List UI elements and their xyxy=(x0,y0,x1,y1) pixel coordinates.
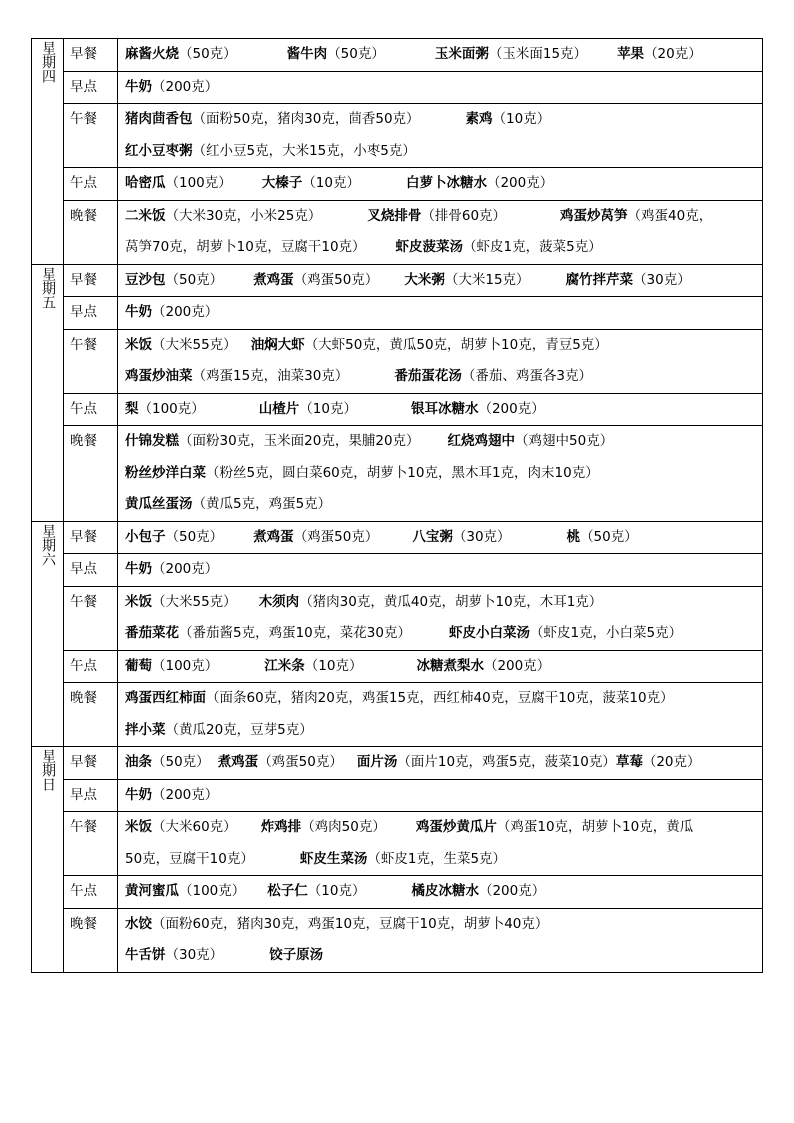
meal-line xyxy=(125,747,762,779)
dish-ingredients: （50克） xyxy=(165,528,224,545)
dish-ingredients: （200克） xyxy=(486,175,554,191)
dish-name: 米饭 xyxy=(125,593,152,610)
dish-name: 炸鸡排 xyxy=(260,819,302,835)
dish-name: 八宝粥 xyxy=(412,528,453,545)
dish-name: 冰糖煮梨水 xyxy=(416,657,484,674)
meal-content xyxy=(118,329,763,393)
dish-item xyxy=(125,46,287,62)
meal-row xyxy=(32,329,763,393)
meal-label: 晚餐 xyxy=(64,908,118,972)
dish-item xyxy=(396,239,602,255)
dish-name: 酱牛肉 xyxy=(286,46,328,62)
dish-item xyxy=(411,401,545,417)
dish-ingredients: （10克） xyxy=(302,175,360,191)
dish-name: 梨 xyxy=(125,400,139,417)
dish-ingredients: （10克） xyxy=(304,657,363,674)
dish-name: 煮鸡蛋 xyxy=(253,271,294,288)
dish-item xyxy=(125,401,259,417)
dish-item xyxy=(218,754,357,770)
dish-name: 番茄蛋花汤 xyxy=(394,368,462,384)
dish-item xyxy=(125,947,269,963)
dish-ingredients: （30克） xyxy=(165,947,224,963)
meal-label: 早餐 xyxy=(64,521,118,554)
meal-label: 晚餐 xyxy=(64,200,118,264)
dish-ingredients: （50克） xyxy=(179,46,237,62)
dish-item xyxy=(367,208,560,224)
dish-name: 哈密瓜 xyxy=(125,175,166,191)
meal-line xyxy=(125,168,762,200)
meal-row xyxy=(32,104,763,168)
dish-ingredients: （200克） xyxy=(152,304,219,320)
dish-ingredients: （鸡蛋50克） xyxy=(293,528,379,545)
meal-row xyxy=(32,908,763,972)
meal-label: 午点 xyxy=(64,393,118,426)
dish-item xyxy=(287,46,435,62)
dish-name: 大米粥 xyxy=(404,271,445,288)
dish-name: 鸡蛋炒莴笋 xyxy=(560,207,628,224)
meal-content xyxy=(118,908,763,972)
dish-name: 黄河蜜瓜 xyxy=(125,883,179,899)
meal-line xyxy=(125,940,762,972)
meal-line xyxy=(125,554,762,586)
meal-line xyxy=(125,201,762,233)
dish-ingredients: （100克） xyxy=(165,175,232,191)
dish-ingredients: 50克，豆腐干10克） xyxy=(125,850,254,867)
dish-item xyxy=(616,754,701,770)
dish-ingredients: （大米55克） xyxy=(152,593,237,610)
dish-item xyxy=(125,239,396,255)
dish-item xyxy=(466,111,551,127)
meal-line xyxy=(125,136,762,168)
day-label-text: 星期四 xyxy=(40,41,56,83)
meal-line xyxy=(125,394,762,426)
dish-item xyxy=(253,272,404,288)
dish-name: 叉烧排骨 xyxy=(367,207,422,224)
dish-item xyxy=(566,272,691,288)
dish-ingredients: （鸡蛋50克） xyxy=(258,754,343,770)
meal-line xyxy=(125,297,762,329)
dish-ingredients: （10克） xyxy=(307,883,366,899)
dish-item xyxy=(125,175,262,191)
weekly-menu-table xyxy=(31,38,763,973)
dish-item xyxy=(435,46,617,62)
dish-name: 松子仁 xyxy=(267,883,308,899)
dish-name: 素鸡 xyxy=(465,111,493,127)
dish-item xyxy=(125,883,267,899)
meal-row xyxy=(32,521,763,554)
meal-row xyxy=(32,71,763,104)
meal-row xyxy=(32,876,763,909)
meal-row xyxy=(32,39,763,72)
day-label-text: 星期五 xyxy=(40,266,56,309)
dish-name: 白萝卜冰糖水 xyxy=(405,175,487,191)
dish-name: 牛奶 xyxy=(125,78,152,95)
dish-item xyxy=(406,175,553,191)
dish-ingredients: （鸡蛋50克） xyxy=(293,271,379,288)
dish-name: 虾皮生菜汤 xyxy=(299,850,368,867)
meal-label: 早点 xyxy=(64,779,118,812)
dish-ingredients: （100克） xyxy=(138,400,205,417)
meal-content xyxy=(118,650,763,683)
meal-line xyxy=(125,909,762,941)
dish-name: 鸡蛋西红柿面 xyxy=(125,690,206,706)
dish-item xyxy=(412,529,566,545)
dish-name: 玉米面粥 xyxy=(434,46,489,62)
dish-ingredients: （黄瓜20克，豆芽5克） xyxy=(165,721,313,738)
meal-row xyxy=(32,554,763,587)
dish-ingredients: （200克） xyxy=(478,883,546,899)
dish-name: 红小豆枣粥 xyxy=(125,142,193,159)
meal-content xyxy=(118,39,763,72)
meal-line xyxy=(125,812,762,844)
dish-ingredients: （大米15克） xyxy=(444,271,530,288)
meal-line xyxy=(125,683,762,715)
meal-line xyxy=(125,265,762,297)
day-label-text: 星期日 xyxy=(40,749,56,791)
dish-item xyxy=(125,465,599,481)
meal-content xyxy=(118,200,763,264)
meal-line xyxy=(125,489,762,521)
meal-label: 午餐 xyxy=(64,586,118,650)
dish-name: 小包子 xyxy=(125,528,166,545)
meal-line xyxy=(125,844,762,876)
meal-line xyxy=(125,618,762,650)
meal-content xyxy=(118,683,763,747)
meal-content xyxy=(118,876,763,909)
dish-ingredients: （面粉50克，猪肉30克，茴香50克） xyxy=(192,111,420,127)
dish-ingredients: （鸡蛋40克， xyxy=(627,207,713,224)
dish-name: 麻酱火烧 xyxy=(125,46,179,62)
dish-name: 大榛子 xyxy=(261,175,303,191)
dish-item xyxy=(125,916,548,932)
meal-content xyxy=(118,779,763,812)
dish-item xyxy=(448,433,614,449)
dish-ingredients: （鸡蛋15克，油菜30克） xyxy=(192,368,349,384)
meal-row xyxy=(32,779,763,812)
dish-item xyxy=(125,819,261,835)
dish-item xyxy=(125,658,264,674)
dish-name: 虾皮小白菜汤 xyxy=(448,625,530,641)
dish-item xyxy=(125,368,394,384)
dish-item xyxy=(125,529,253,545)
day-label-text: 星期六 xyxy=(40,523,56,566)
dish-name: 牛舌饼 xyxy=(125,947,166,963)
dish-name: 虾皮菠菜汤 xyxy=(395,239,464,255)
dish-ingredients: （100克） xyxy=(179,883,246,899)
dish-ingredients: （大米60克） xyxy=(152,819,237,835)
meal-content xyxy=(118,71,763,104)
meal-content xyxy=(118,586,763,650)
dish-ingredients: （鸡翅中50克） xyxy=(515,433,614,449)
meal-content xyxy=(118,812,763,876)
dish-name: 煮鸡蛋 xyxy=(217,754,259,770)
dish-name: 苹果 xyxy=(617,46,645,62)
meal-row xyxy=(32,650,763,683)
dish-ingredients: （200克） xyxy=(483,657,551,674)
dish-item xyxy=(259,401,411,417)
meal-label: 早餐 xyxy=(64,264,118,297)
meal-row xyxy=(32,168,763,201)
dish-ingredients: （50克） xyxy=(152,754,210,770)
dish-name: 猪肉茴香包 xyxy=(125,111,193,127)
dish-name: 牛奶 xyxy=(125,786,152,803)
dish-item xyxy=(125,561,218,577)
meal-row xyxy=(32,683,763,747)
dish-item xyxy=(125,594,259,610)
meal-row xyxy=(32,586,763,650)
dish-ingredients: （番茄、鸡蛋各3克） xyxy=(461,368,592,384)
dish-item xyxy=(125,143,416,159)
meal-label: 晚餐 xyxy=(64,426,118,522)
meal-row xyxy=(32,812,763,876)
day-label xyxy=(32,264,64,521)
dish-ingredients: （大米55克） xyxy=(152,336,237,353)
dish-ingredients: （10克） xyxy=(492,111,551,127)
dish-item xyxy=(125,79,218,95)
meal-row xyxy=(32,264,763,297)
meal-label: 午餐 xyxy=(64,104,118,168)
dish-item xyxy=(125,208,367,224)
meal-content xyxy=(118,747,763,780)
dish-ingredients: （面条60克，猪肉20克，鸡蛋15克，西红柿40克，豆腐干10克，菠菜10克） xyxy=(206,690,674,706)
dish-item xyxy=(125,722,313,738)
day-label xyxy=(32,521,64,747)
meal-line xyxy=(125,39,762,71)
dish-item xyxy=(125,754,218,770)
meal-row xyxy=(32,297,763,330)
dish-item xyxy=(300,851,506,867)
dish-name: 拌小菜 xyxy=(125,721,166,738)
dish-name: 油条 xyxy=(125,754,152,770)
dish-item xyxy=(253,529,412,545)
dish-name: 牛奶 xyxy=(125,561,152,577)
dish-ingredients: （大米30克，小米25克） xyxy=(165,207,322,224)
dish-name: 牛奶 xyxy=(125,304,152,320)
dish-item xyxy=(449,625,682,641)
meal-row xyxy=(32,393,763,426)
dish-item xyxy=(125,851,300,867)
meal-label: 早点 xyxy=(64,554,118,587)
meal-row xyxy=(32,747,763,780)
dish-item xyxy=(261,819,416,835)
dish-name: 江米条 xyxy=(264,657,305,674)
dish-ingredients: （200克） xyxy=(152,561,219,577)
dish-ingredients: （50克） xyxy=(165,271,224,288)
dish-item xyxy=(262,175,406,191)
meal-line xyxy=(125,72,762,104)
dish-name: 鸡蛋炒油菜 xyxy=(125,368,193,384)
dish-item xyxy=(560,208,712,224)
meal-label: 早点 xyxy=(64,297,118,330)
dish-item xyxy=(416,658,550,674)
dish-item xyxy=(617,46,702,62)
dish-item xyxy=(125,433,448,449)
dish-item xyxy=(125,625,449,641)
dish-item xyxy=(394,368,592,384)
dish-ingredients: （50克） xyxy=(580,528,638,545)
dish-ingredients: （100克） xyxy=(152,657,219,674)
dish-item xyxy=(251,337,608,353)
dish-name: 二米饭 xyxy=(125,207,166,224)
dish-ingredients: （虾皮1克，菠菜5克） xyxy=(463,239,602,255)
meal-label: 早点 xyxy=(64,71,118,104)
dish-ingredients: （30克） xyxy=(452,528,511,545)
meal-line xyxy=(125,587,762,619)
meal-content xyxy=(118,426,763,522)
menu-body xyxy=(32,39,763,973)
dish-ingredients: （粉丝5克，圆白菜60克，胡萝卜10克，黑木耳1克，肉末10克） xyxy=(206,464,599,481)
dish-ingredients: （鸡蛋10克，胡萝卜10克，黄瓜 xyxy=(496,819,694,835)
day-label xyxy=(32,747,64,973)
dish-name: 番茄菜花 xyxy=(125,625,179,641)
dish-item xyxy=(264,658,416,674)
dish-ingredients: （黄瓜5克，鸡蛋5克） xyxy=(192,496,332,512)
dish-ingredients: （200克） xyxy=(152,786,219,803)
meal-line xyxy=(125,651,762,683)
dish-item xyxy=(269,947,323,963)
dish-name: 面片汤 xyxy=(356,754,398,770)
dish-item xyxy=(125,272,253,288)
meal-label: 午点 xyxy=(64,876,118,909)
day-label xyxy=(32,39,64,265)
dish-ingredients: （200克） xyxy=(478,400,545,417)
meal-content xyxy=(118,521,763,554)
dish-name: 银耳冰糖水 xyxy=(410,400,479,417)
meal-line xyxy=(125,780,762,812)
meal-content xyxy=(118,168,763,201)
dish-ingredients: 莴笋70克，胡萝卜10克，豆腐干10克） xyxy=(125,239,366,255)
dish-name: 饺子原汤 xyxy=(269,947,324,963)
dish-name: 桃 xyxy=(566,528,581,545)
meal-line xyxy=(125,458,762,490)
dish-name: 草莓 xyxy=(615,754,643,770)
dish-item xyxy=(411,883,545,899)
dish-name: 木须肉 xyxy=(258,593,300,610)
dish-item xyxy=(125,787,218,803)
dish-ingredients: （鸡肉50克） xyxy=(301,819,386,835)
dish-ingredients: （排骨60克） xyxy=(421,207,507,224)
dish-ingredients: （200克） xyxy=(152,78,219,95)
dish-name: 米饭 xyxy=(125,336,152,353)
meal-line xyxy=(125,426,762,458)
dish-name: 豆沙包 xyxy=(125,271,166,288)
meal-line xyxy=(125,522,762,554)
meal-label: 早餐 xyxy=(64,747,118,780)
dish-ingredients: （虾皮1克，生菜5克） xyxy=(367,850,507,867)
dish-ingredients: （红小豆5克，大米15克，小枣5克） xyxy=(192,142,416,159)
meal-label: 晚餐 xyxy=(64,683,118,747)
meal-label: 早餐 xyxy=(64,39,118,72)
dish-ingredients: （面片10克，鸡蛋5克，菠菜10克） xyxy=(397,754,616,770)
meal-label: 午餐 xyxy=(64,812,118,876)
meal-content xyxy=(118,393,763,426)
meal-line xyxy=(125,104,762,136)
meal-content xyxy=(118,104,763,168)
dish-name: 粉丝炒洋白菜 xyxy=(125,464,206,481)
dish-ingredients: （玉米面15克） xyxy=(488,46,588,62)
dish-name: 米饭 xyxy=(125,819,152,835)
meal-line xyxy=(125,361,762,393)
dish-ingredients: （20克） xyxy=(642,754,701,770)
dish-name: 煮鸡蛋 xyxy=(253,528,294,545)
dish-name: 黄瓜丝蛋汤 xyxy=(125,496,193,512)
dish-name: 水饺 xyxy=(125,915,152,932)
dish-item xyxy=(357,754,616,770)
dish-ingredients: （20克） xyxy=(644,46,702,62)
dish-ingredients: （50克） xyxy=(327,46,385,62)
dish-item xyxy=(259,594,603,610)
meal-content xyxy=(118,554,763,587)
dish-ingredients: （面粉30克，玉米面20克，果脯20克） xyxy=(179,433,420,449)
dish-item xyxy=(567,529,638,545)
meal-line xyxy=(125,715,762,747)
meal-row xyxy=(32,200,763,264)
dish-item xyxy=(267,883,411,899)
dish-name: 腐竹拌芹菜 xyxy=(565,271,634,288)
meal-content xyxy=(118,297,763,330)
meal-content xyxy=(118,264,763,297)
dish-ingredients: （猪肉30克，黄瓜40克，胡萝卜10克，木耳1克） xyxy=(299,593,603,610)
dish-ingredients: （面粉60克，猪肉30克，鸡蛋10克，豆腐干10克，胡萝卜40克） xyxy=(152,915,549,932)
dish-name: 山楂片 xyxy=(258,400,300,417)
dish-name: 鸡蛋炒黄瓜片 xyxy=(415,819,497,835)
dish-name: 葡萄 xyxy=(125,657,152,674)
dish-item xyxy=(125,304,218,320)
meal-line xyxy=(125,232,762,264)
dish-item xyxy=(416,819,693,835)
dish-ingredients: （大虾50克，黄瓜50克，胡萝卜10克，青豆5克） xyxy=(304,336,608,353)
meal-label: 午点 xyxy=(64,168,118,201)
dish-item xyxy=(125,690,674,706)
dish-ingredients: （虾皮1克，小白菜5克） xyxy=(529,625,683,641)
dish-name: 红烧鸡翅中 xyxy=(447,433,516,449)
dish-name: 油焖大虾 xyxy=(250,336,305,353)
dish-item xyxy=(125,111,466,127)
meal-line xyxy=(125,876,762,908)
meal-line xyxy=(125,330,762,362)
meal-label: 午餐 xyxy=(64,329,118,393)
meal-label: 午点 xyxy=(64,650,118,683)
dish-item xyxy=(125,337,251,353)
dish-item xyxy=(125,496,331,512)
meal-row xyxy=(32,426,763,522)
dish-ingredients: （番茄酱5克，鸡蛋10克，菜花30克） xyxy=(179,625,411,641)
dish-name: 橘皮冰糖水 xyxy=(411,883,479,899)
dish-ingredients: （10克） xyxy=(299,400,357,417)
dish-ingredients: （30克） xyxy=(633,271,691,288)
dish-item xyxy=(404,272,565,288)
dish-name: 什锦发糕 xyxy=(125,433,179,449)
